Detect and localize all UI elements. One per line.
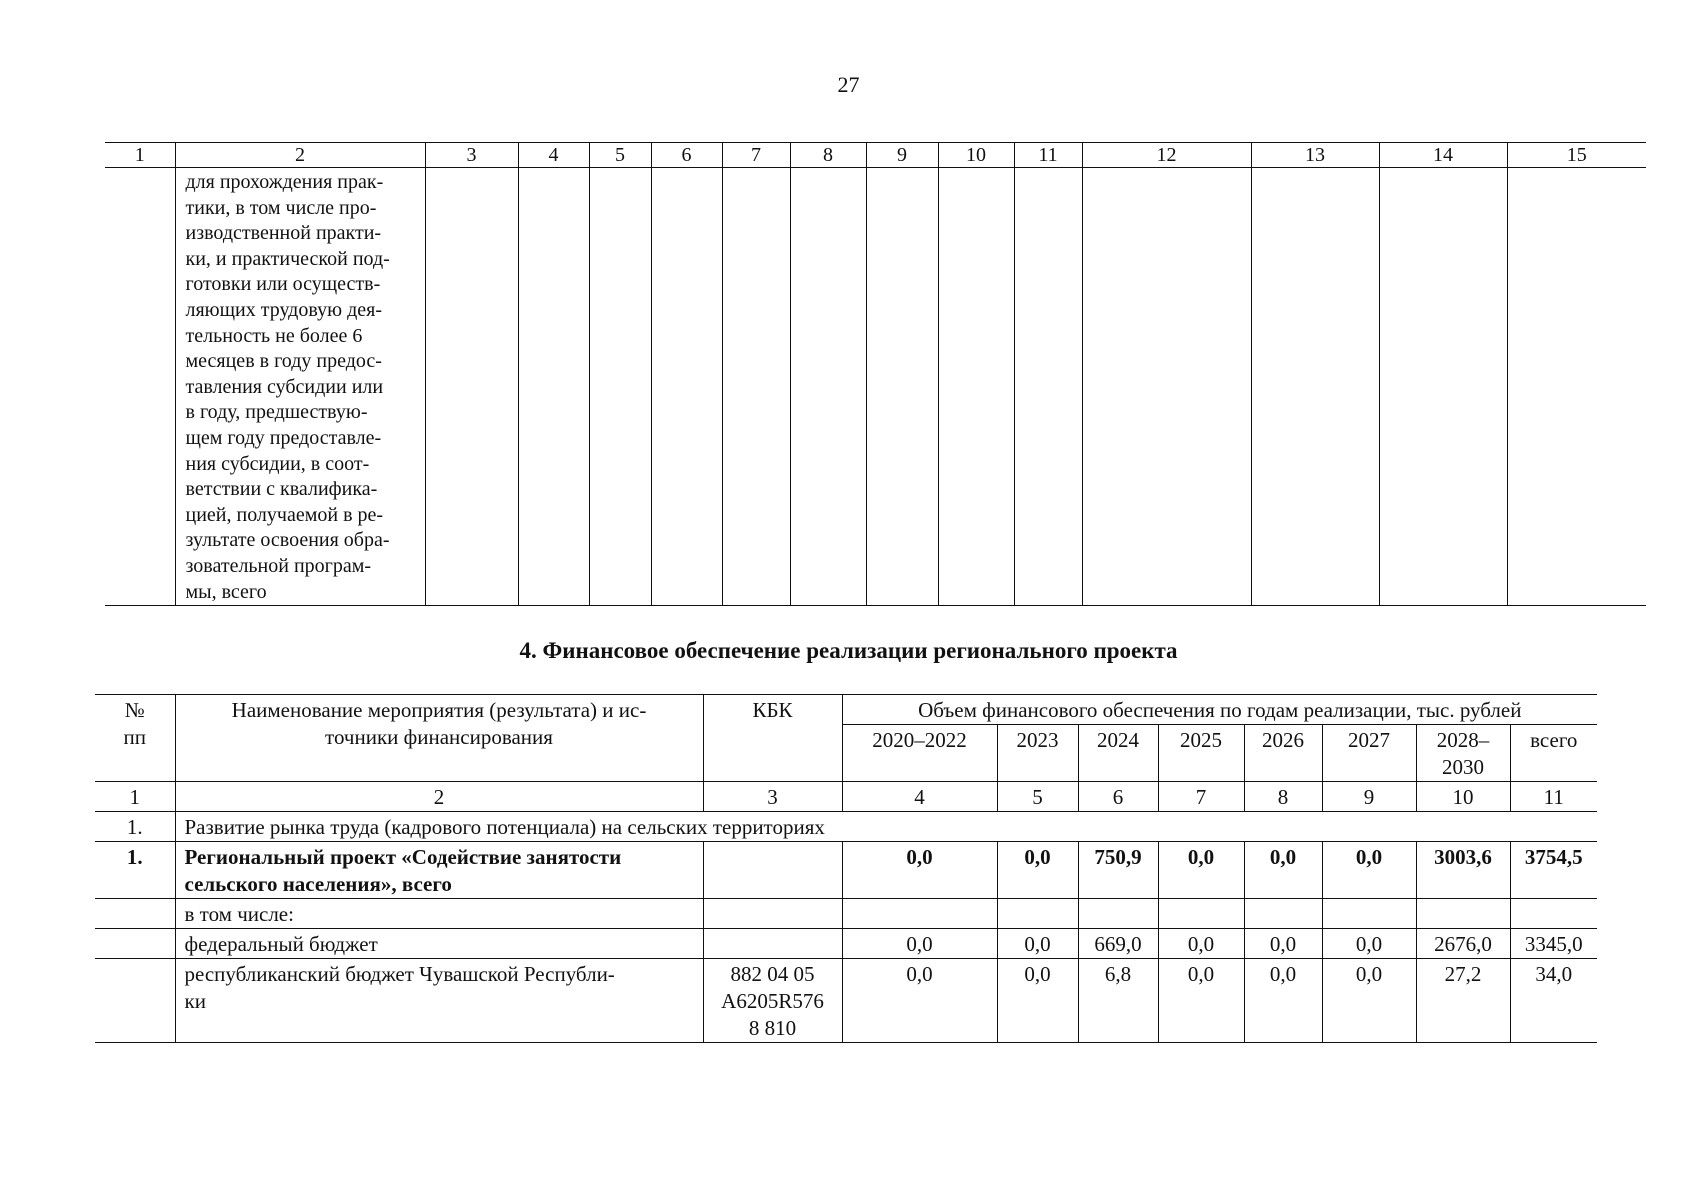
finance-table: [95, 694, 1597, 1043]
empty-cell: [842, 899, 997, 929]
col-number: 9: [1322, 782, 1416, 812]
empty-cell: [997, 899, 1078, 929]
col-number: 4: [518, 143, 589, 168]
header-year: 2027: [1322, 725, 1416, 782]
header-year: всего: [1510, 725, 1597, 782]
header-year: 2028– 2030: [1416, 725, 1510, 782]
col-number: 11: [1510, 782, 1597, 812]
empty-cell: [1416, 899, 1510, 929]
finance-col-numbers-row: [95, 782, 1597, 812]
republic-row-name: республиканский бюджет Чувашской Республи- ки: [175, 959, 703, 1043]
col-number: 8: [790, 143, 866, 168]
col-number: 7: [1158, 782, 1244, 812]
header-num: № пп: [95, 695, 175, 782]
header-year: 2025: [1158, 725, 1244, 782]
value-cell: 669,0: [1078, 929, 1158, 959]
empty-cell: [1379, 168, 1507, 606]
col-number: 5: [589, 143, 651, 168]
value-cell: 0,0: [1244, 929, 1322, 959]
value-cell: 0,0: [842, 959, 997, 1043]
empty-cell: [1078, 899, 1158, 929]
col-number: 4: [842, 782, 997, 812]
col-number: 12: [1082, 143, 1251, 168]
col-number: 1: [105, 143, 175, 168]
value-cell: 0,0: [1158, 842, 1244, 899]
col-number: 15: [1507, 143, 1646, 168]
header-year: 2024: [1078, 725, 1158, 782]
value-cell: 0,0: [997, 842, 1078, 899]
section-title: 4. Финансовое обеспечение реализации регионального проекта: [519, 638, 1178, 663]
col-number: 13: [1251, 143, 1379, 168]
value-cell: 0,0: [997, 929, 1078, 959]
value-cell: 3345,0: [1510, 929, 1597, 959]
value-cell: 0,0: [1244, 959, 1322, 1043]
empty-cell: [1322, 899, 1416, 929]
col-number: 10: [938, 143, 1014, 168]
value-cell: 0,0: [1322, 929, 1416, 959]
empty-cell: [95, 899, 175, 929]
republic-row-kbk: 882 04 05 A6205R576 8 810: [703, 959, 842, 1043]
empty-cell: [651, 168, 722, 606]
project-row-num: 1.: [95, 842, 175, 899]
value-cell: 6,8: [1078, 959, 1158, 1043]
col-number: 8: [1244, 782, 1322, 812]
continuation-text: для прохождения прак- тики, в том числе про- изводственной практи- ки, и практической под- готовки или осуществ- ляющих трудовую дея- тельность не более 6 месяцев в году предос- тавления субсидии или в году, предшествую- щем году предоставле- ния субсидии, в соот- ветствии с квалифика- цией, получаемой в ре- зультате освоения обра- зовательной програм- мы, всего: [185, 171, 390, 603]
project-row-kbk: [703, 842, 842, 899]
section-row-text: Развитие рынка труда (кадрового потенциала) на сельских территориях: [175, 812, 1597, 842]
header-year: 2020–2022: [842, 725, 997, 782]
empty-cell: [95, 959, 175, 1043]
header-volume: Объем финансового обеспечения по годам реализации, тыс. рублей: [842, 695, 1597, 725]
value-cell: 0,0: [842, 842, 997, 899]
header-name: Наименование мероприятия (результата) и ис- точники финансирования: [175, 695, 703, 782]
value-cell: 2676,0: [1416, 929, 1510, 959]
value-cell: 3754,5: [1510, 842, 1597, 899]
federal-row: [95, 929, 1597, 959]
header-year: 2026: [1244, 725, 1322, 782]
empty-cell: [105, 168, 175, 606]
including-row: [95, 899, 1597, 929]
empty-cell: [1014, 168, 1082, 606]
including-text: в том числе:: [175, 899, 703, 929]
section-row: [95, 812, 1597, 842]
continuation-table: [105, 142, 1646, 606]
value-cell: 0,0: [1158, 959, 1244, 1043]
continuation-text-cell: [175, 168, 425, 606]
col-number: 11: [1014, 143, 1082, 168]
col-number: 3: [425, 143, 518, 168]
project-row-name: Региональный проект «Содействие занятости сельского населения», всего: [175, 842, 703, 899]
empty-cell: [1510, 899, 1597, 929]
page-number: 27: [837, 72, 860, 97]
col-number: 6: [651, 143, 722, 168]
empty-cell: [722, 168, 790, 606]
header-kbk: КБК: [703, 695, 842, 782]
empty-cell: [518, 168, 589, 606]
col-number: 1: [95, 782, 175, 812]
col-number: 6: [1078, 782, 1158, 812]
value-cell: 34,0: [1510, 959, 1597, 1043]
header-year: 2023: [997, 725, 1078, 782]
col-number: 9: [866, 143, 938, 168]
col-number: 3: [703, 782, 842, 812]
value-cell: 0,0: [1244, 842, 1322, 899]
value-cell: 0,0: [997, 959, 1078, 1043]
value-cell: 750,9: [1078, 842, 1158, 899]
empty-cell: [1251, 168, 1379, 606]
col-number: 14: [1379, 143, 1507, 168]
empty-cell: [938, 168, 1014, 606]
empty-cell: [1158, 899, 1244, 929]
federal-row-name: федеральный бюджет: [175, 929, 703, 959]
section-row-num: 1.: [95, 812, 175, 842]
empty-cell: [589, 168, 651, 606]
empty-cell: [1082, 168, 1251, 606]
value-cell: 0,0: [1322, 842, 1416, 899]
continuation-body-row: [105, 168, 1646, 606]
col-number: 2: [175, 782, 703, 812]
empty-cell: [866, 168, 938, 606]
value-cell: 0,0: [1158, 929, 1244, 959]
empty-cell: [790, 168, 866, 606]
project-row: [95, 842, 1597, 899]
federal-row-kbk: [703, 929, 842, 959]
empty-cell: [425, 168, 518, 606]
value-cell: 0,0: [1322, 959, 1416, 1043]
empty-cell: [1244, 899, 1322, 929]
value-cell: 3003,6: [1416, 842, 1510, 899]
col-number: 10: [1416, 782, 1510, 812]
continuation-header-row: [105, 143, 1646, 168]
empty-cell: [95, 929, 175, 959]
col-number: 7: [722, 143, 790, 168]
empty-cell: [703, 899, 842, 929]
republic-row: [95, 959, 1597, 1043]
finance-header-row: [95, 695, 1597, 725]
col-number: 5: [997, 782, 1078, 812]
col-number: 2: [175, 143, 425, 168]
value-cell: 0,0: [842, 929, 997, 959]
value-cell: 27,2: [1416, 959, 1510, 1043]
empty-cell: [1507, 168, 1646, 606]
